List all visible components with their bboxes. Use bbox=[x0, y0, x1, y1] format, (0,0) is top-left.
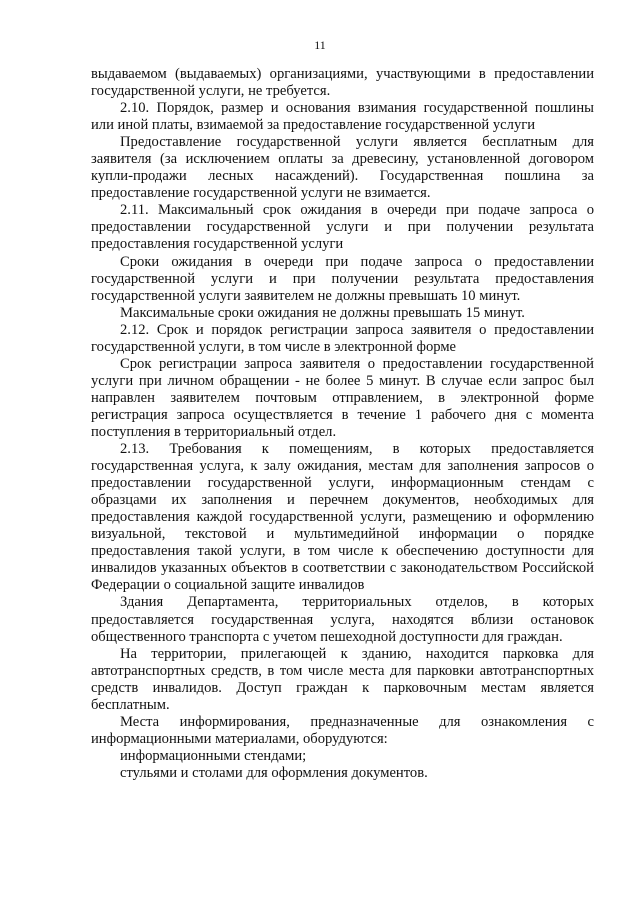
section-heading-2-13: 2.13. Требования к помещениям, в которых предоставляется государственная услуга, к залу ожидания, местам для заполнения запросов о предоставлении государственной услуги, информационным стендам с образцами их заполнения и перечнем документов, необходимых для предоставления каждой государственной услуги, размещению и оформлению визуальной, текстовой и мультимедийной информации о порядке предоставления такой услуги, в том числе к обеспечению доступности для инвалидов указанных объектов в соответствии с законодательством Российской Федерации о социальной защите инвалидов bbox=[91, 441, 594, 594]
section-heading-2-12: 2.12. Срок и порядок регистрации запроса заявителя о предоставлении государственной услуги, в том числе в электронной форме bbox=[91, 321, 594, 355]
paragraph: На территории, прилегающей к зданию, находится парковка для автотранспортных средств, в том числе места для парковки автотранспортных средств инвалидов. Доступ граждан к парковочным местам является бесплатным. bbox=[91, 645, 594, 713]
paragraph: Места информирования, предназначенные для ознакомления с информационными материалами, оборудуются: bbox=[91, 713, 594, 747]
paragraph: Максимальные сроки ожидания не должны превышать 15 минут. bbox=[120, 304, 525, 321]
section-heading-2-10: 2.10. Порядок, размер и основания взимания государственной пошлины или иной платы, взимаемой за предоставление государственной услуги bbox=[91, 100, 594, 134]
list-item: информационными стендами; bbox=[120, 747, 307, 764]
paragraph: Срок регистрации запроса заявителя о предоставлении государственной услуги при личном обращении - не более 5 минут. В случае если запрос был направлен заявителем почтовым отправлением, в электронной форме регистрация запроса осуществляется в течение 1 рабочего дня с момента поступления в территориальный отдел. bbox=[91, 355, 594, 440]
paragraph: Здания Департамента, территориальных отделов, в которых предоставляется государственная услуга, находятся вблизи остановок общественного транспорта с учетом пешеходной доступности для граждан. bbox=[91, 594, 594, 645]
page-number: 11 bbox=[314, 38, 326, 52]
section-heading-2-11: 2.11. Максимальный срок ожидания в очереди при подаче запроса о предоставлении государственной услуги и при получении результата предоставления государственной услуги bbox=[91, 202, 594, 253]
document-body bbox=[91, 66, 594, 782]
paragraph-continuation: выдаваемом (выдаваемых) организациями, участвующими в предоставлении государственной услуги, не требуется. bbox=[91, 66, 594, 100]
paragraph: Предоставление государственной услуги является бесплатным для заявителя (за исключением оплаты за древесину, установленной договором купли-продажи лесных насаждений). Государственная пошлина за предоставление государственной услуги не взимается. bbox=[91, 134, 594, 202]
paragraph: Сроки ожидания в очереди при подаче запроса о предоставлении государственной услуги и при получении результата предоставления государственной услуги заявителем не должны превышать 10 минут. bbox=[91, 253, 594, 304]
list-item: стульями и столами для оформления документов. bbox=[120, 764, 428, 781]
